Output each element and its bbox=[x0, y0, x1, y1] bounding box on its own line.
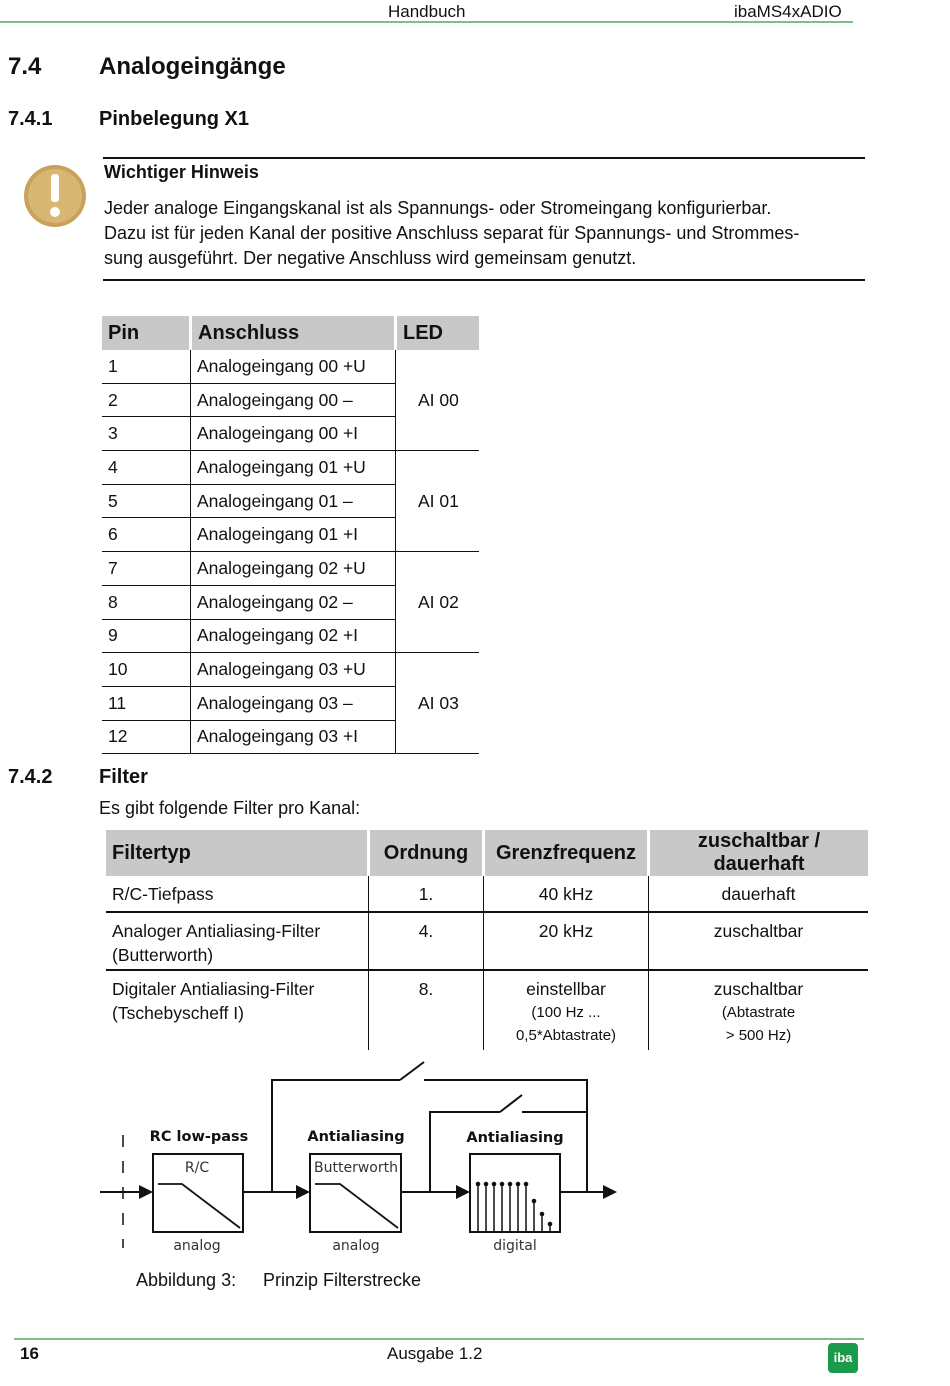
switchable-cell bbox=[649, 970, 869, 1050]
frequency-cell bbox=[484, 912, 649, 970]
connection-cell: Analogeingang 02 +U bbox=[191, 552, 396, 586]
pin-cell: 7 bbox=[102, 552, 191, 586]
filtertype-cell bbox=[106, 912, 369, 970]
table-row bbox=[106, 876, 868, 912]
switchable-cell bbox=[649, 912, 869, 970]
cell-line: einstellbar bbox=[526, 979, 606, 999]
note-title: Wichtiger Hinweis bbox=[104, 162, 259, 182]
bypass-switch bbox=[400, 1062, 424, 1080]
connection-cell: Analogeingang 00 +U bbox=[191, 350, 396, 383]
connection-cell: Analogeingang 00 +I bbox=[191, 417, 396, 451]
cell-line: Digitaler Antialiasing-Filter bbox=[112, 979, 315, 999]
note-body bbox=[104, 196, 874, 271]
cell-line: zuschaltbar bbox=[713, 979, 804, 999]
subsection-title: Filter bbox=[99, 766, 148, 788]
digital-samples bbox=[478, 1184, 550, 1231]
subsection-title: Pinbelegung X1 bbox=[99, 108, 250, 130]
bypass-switch bbox=[500, 1095, 522, 1112]
frequency-cell bbox=[484, 970, 649, 1050]
switchable-cell bbox=[649, 876, 869, 912]
pin-cell: 12 bbox=[102, 720, 191, 754]
figure-label: Abbildung 3: bbox=[136, 1270, 237, 1290]
frequency-cell bbox=[484, 876, 649, 912]
bypass-path bbox=[430, 1112, 500, 1192]
cell-line: (100 Hz ... bbox=[531, 1004, 601, 1021]
order-header: Ordnung bbox=[369, 830, 484, 876]
sample-dots bbox=[476, 1182, 553, 1227]
cell-line: Analoger Antialiasing-Filter bbox=[112, 921, 321, 941]
connection-cell: Analogeingang 01 +U bbox=[191, 451, 396, 485]
pin-cell: 6 bbox=[102, 518, 191, 552]
pin-cell: 10 bbox=[102, 653, 191, 687]
pin-header: Pin bbox=[102, 316, 191, 350]
led-cell: AI 01 bbox=[396, 451, 480, 552]
table-row bbox=[106, 970, 868, 1050]
section-number: 7.4 bbox=[8, 53, 42, 80]
filter-table bbox=[106, 830, 868, 1050]
block-sub-label: analog bbox=[332, 1238, 380, 1254]
cell-line: 0,5*Abtastrate) bbox=[515, 1027, 617, 1044]
header-rule bbox=[0, 21, 853, 23]
led-cell: AI 03 bbox=[396, 653, 480, 754]
table-row bbox=[102, 653, 479, 687]
pin-cell: 9 bbox=[102, 619, 191, 653]
connection-cell: Analogeingang 01 – bbox=[191, 484, 396, 518]
subsection-number: 7.4.1 bbox=[8, 108, 53, 130]
lowpass-curve bbox=[158, 1184, 240, 1228]
figure-caption: Prinzip Filterstrecke bbox=[263, 1270, 422, 1290]
pin-cell: 8 bbox=[102, 585, 191, 619]
frequency-header: Grenzfrequenz bbox=[484, 830, 649, 876]
filter-chain-diagram bbox=[96, 1055, 626, 1265]
warning-icon bbox=[22, 163, 88, 229]
cell-line: dauerhaft bbox=[721, 884, 796, 904]
note-line: sung ausgeführt. Der negative Anschluss wird gemeinsam genutzt. bbox=[104, 248, 637, 268]
block-inner-label: Butterworth bbox=[314, 1160, 398, 1176]
note-bottom-rule bbox=[103, 279, 865, 281]
connection-cell: Analogeingang 03 +U bbox=[191, 653, 396, 687]
connection-cell: Analogeingang 03 – bbox=[191, 686, 396, 720]
connection-cell: Analogeingang 01 +I bbox=[191, 518, 396, 552]
pin-table bbox=[102, 316, 479, 754]
led-cell: AI 02 bbox=[396, 552, 480, 653]
block-sub-label: analog bbox=[173, 1238, 221, 1254]
connection-cell: Analogeingang 03 +I bbox=[191, 720, 396, 754]
section-title: Analogeingänge bbox=[99, 53, 286, 80]
iba-logo bbox=[828, 1343, 858, 1373]
note-top-rule bbox=[103, 157, 865, 159]
order-cell: 8. bbox=[369, 970, 484, 1050]
header-product: ibaMS4xADIO bbox=[734, 2, 842, 21]
subsection-number: 7.4.2 bbox=[8, 766, 53, 788]
connection-cell: Analogeingang 02 +I bbox=[191, 619, 396, 653]
block-sub-label: digital bbox=[493, 1238, 537, 1254]
table-row bbox=[102, 552, 479, 586]
cell-line: > 500 Hz) bbox=[725, 1027, 792, 1044]
cell-line: 20 kHz bbox=[538, 921, 594, 941]
switchable-header: zuschaltbar / dauerhaft bbox=[649, 830, 869, 876]
filtertype-header: Filtertyp bbox=[106, 830, 369, 876]
cell-line: (Abtastrate bbox=[721, 1004, 796, 1021]
cell-line: (Tschebyscheff I) bbox=[112, 1003, 244, 1023]
table-row bbox=[102, 350, 479, 383]
block-title: Antialiasing bbox=[466, 1130, 564, 1146]
arrow-icons bbox=[139, 1185, 617, 1199]
note-line: Dazu ist für jeden Kanal der positive Anschluss separat für Spannungs- und Strommes- bbox=[104, 223, 800, 243]
lowpass-curve bbox=[315, 1184, 398, 1228]
digital-antialiasing-block bbox=[470, 1154, 560, 1232]
connection-header: Anschluss bbox=[191, 316, 396, 350]
pin-cell: 1 bbox=[102, 350, 191, 383]
cell-line: zuschaltbar bbox=[713, 921, 804, 941]
cell-line: 40 kHz bbox=[538, 884, 594, 904]
block-inner-label: R/C bbox=[184, 1160, 210, 1176]
led-cell: AI 00 bbox=[396, 350, 480, 451]
footer-rule bbox=[14, 1338, 864, 1340]
pin-cell: 4 bbox=[102, 451, 191, 485]
pin-cell: 5 bbox=[102, 484, 191, 518]
connection-cell: Analogeingang 00 – bbox=[191, 383, 396, 417]
pin-cell: 2 bbox=[102, 383, 191, 417]
page-number: 16 bbox=[20, 1344, 39, 1363]
connection-cell: Analogeingang 02 – bbox=[191, 585, 396, 619]
order-cell: 1. bbox=[369, 876, 484, 912]
cell-line: R/C-Tiefpass bbox=[112, 884, 214, 904]
table-row bbox=[102, 451, 479, 485]
block-title: RC low-pass bbox=[149, 1129, 249, 1145]
pin-cell: 3 bbox=[102, 417, 191, 451]
note-line: Jeder analoge Eingangskanal ist als Spannungs- oder Stromeingang konfigurierbar. bbox=[104, 198, 772, 218]
header-title: Handbuch bbox=[388, 2, 466, 21]
pin-cell: 11 bbox=[102, 686, 191, 720]
filtertype-cell bbox=[106, 970, 369, 1050]
edition: Ausgabe 1.2 bbox=[387, 1344, 483, 1363]
led-header: LED bbox=[396, 316, 480, 350]
filtertype-cell bbox=[106, 876, 369, 912]
filter-intro: Es gibt folgende Filter pro Kanal: bbox=[99, 798, 361, 818]
table-row bbox=[106, 912, 868, 970]
logo-text: iba bbox=[833, 1350, 853, 1365]
order-cell: 4. bbox=[369, 912, 484, 970]
cell-line: (Butterworth) bbox=[112, 945, 214, 965]
block-title: Antialiasing bbox=[307, 1129, 405, 1145]
